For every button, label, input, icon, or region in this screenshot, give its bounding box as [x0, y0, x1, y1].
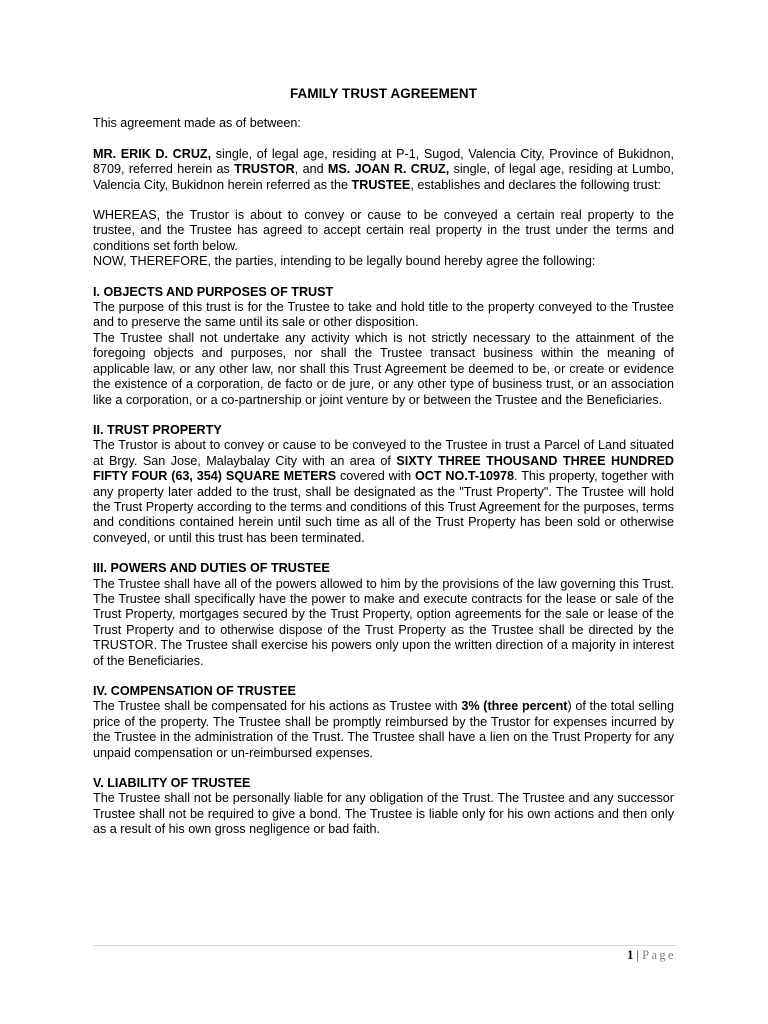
trustor-label: TRUSTOR — [234, 162, 295, 177]
trustee-label: TRUSTEE — [351, 177, 411, 192]
parties-paragraph — [93, 147, 674, 193]
trustee-description: single, of legal age, residing at Lumbo, Valencia City, Bukidnon herein referred as the — [93, 162, 674, 192]
page-separator: | — [633, 948, 643, 962]
parties-closing: , establishes and declares the following trust: — [410, 177, 661, 192]
section-5-heading: V. LIABILITY OF TRUSTEE — [93, 776, 251, 791]
section-3-paragraph: The Trustee shall have all of the powers allowed to him by the provisions of the law governing this Trust. The Trustee shall specifically have the power to make and execute contracts for the lease or sale of the Trust Property, mortgages secured by the Trust Property, option agreements for the sale or lease of the Trust Property and to otherwise dispose of the Trust Property as the Trustee shall be directed by the TRUSTOR. The Trustee shall exercise his powers only upon the written direction of a majority in interest of the Beneficiaries. — [93, 576, 674, 668]
intro-paragraph: This agreement made as of between: — [93, 116, 301, 131]
and-conjunction: , and — [294, 162, 328, 177]
oct-number: OCT NO.T-10978 — [414, 469, 515, 484]
trustor-description: single, of legal age, residing at P-1, Sugod, Valencia City, Province of Bukidnon, 8709, referred herein as — [93, 146, 674, 177]
section-4-paragraph — [93, 699, 674, 761]
section-2-text-1: The Trustor is about to convey or cause to be conveyed to the Trustee in trust a Parcel of Land situated at Brgy. San Jose, Malaybalay City with an area of — [93, 438, 674, 468]
section-1-heading: I. OBJECTS AND PURPOSES OF TRUST — [93, 284, 334, 299]
whereas-paragraph: WHEREAS, the Trustor is about to convey or cause to be conveyed a certain real property to the trustee, and the Trustee has agreed to accept certain real property in the trust under the terms and conditions set forth below. — [93, 208, 674, 253]
section-1-paragraph-2: The Trustee shall not undertake any activity which is not strictly necessary to the attainment of the foregoing objects and purposes, nor shall the Trustee transact business within the meaning of applicable law, or any other law, nor shall this Trust Agreement be deemed to be, or create or evidence the existence of a corporation, de facto or de jure, or any other type of business trust, or an association like a corporation, or a co-partnership or joint venture by or between the Trustee and the Beneficiaries. — [93, 330, 674, 407]
page-number: 1 — [627, 948, 634, 962]
section-2-heading: II. TRUST PROPERTY — [93, 422, 222, 437]
section-4-text-1: The Trustee shall be compensated for his actions as Trustee with — [93, 699, 462, 714]
compensation-rate: 3% (three percent — [461, 699, 568, 714]
page-footer — [627, 948, 676, 963]
page-label: Page — [642, 948, 676, 962]
section-4-heading: IV. COMPENSATION OF TRUSTEE — [93, 684, 296, 698]
trustee-name: MS. JOAN R. CRUZ, — [327, 162, 450, 177]
section-3-heading: III. POWERS AND DUTIES OF TRUSTEE — [93, 561, 330, 576]
document-page — [93, 86, 674, 838]
trustor-name: MR. ERIK D. CRUZ, — [93, 146, 212, 161]
footer-divider — [93, 945, 677, 946]
section-1-paragraph-1: The purpose of this trust is for the Trustee to take and hold title to the property conveyed to the Trustee and to preserve the same until its sale or other disposition. — [93, 300, 674, 330]
now-therefore-paragraph: NOW, THEREFORE, the parties, intending to be legally bound hereby agree the following: — [93, 254, 596, 269]
section-5-paragraph: The Trustee shall not be personally liable for any obligation of the Trust. The Trustee and any successor Trustee shall not be required to give a bond. The Trustee is liable only for his own actions and then only as a result of his own gross negligence or bad faith. — [93, 791, 674, 837]
property-area: SIXTY THREE THOUSAND THREE HUNDRED FIFTY FOUR (63, 354) SQUARE METERS — [93, 453, 674, 484]
section-2-text-2: covered with — [336, 469, 415, 484]
section-2-paragraph — [93, 438, 674, 546]
document-title: FAMILY TRUST AGREEMENT — [290, 86, 477, 101]
section-4-text-2: ) of the total selling price of the property. The Trustee shall be promptly reimbursed by the Trustor for expenses incurred by the Trustee in the administration of the Trust. The Trustee shall have a lien on the Trust Property for any unpaid compensation or un-reimbursed expenses. — [93, 699, 674, 760]
section-2-text-3: . This property, together with any property later added to the trust, shall be designated as the "Trust Property". The Trustee will hold the Trust Property according to the terms and conditions of this Trust Agreement for the purposes, terms and conditions contained herein until such time as all of the Trust Property has been sold or otherwise conveyed, or until this trust has been terminated. — [93, 469, 675, 545]
